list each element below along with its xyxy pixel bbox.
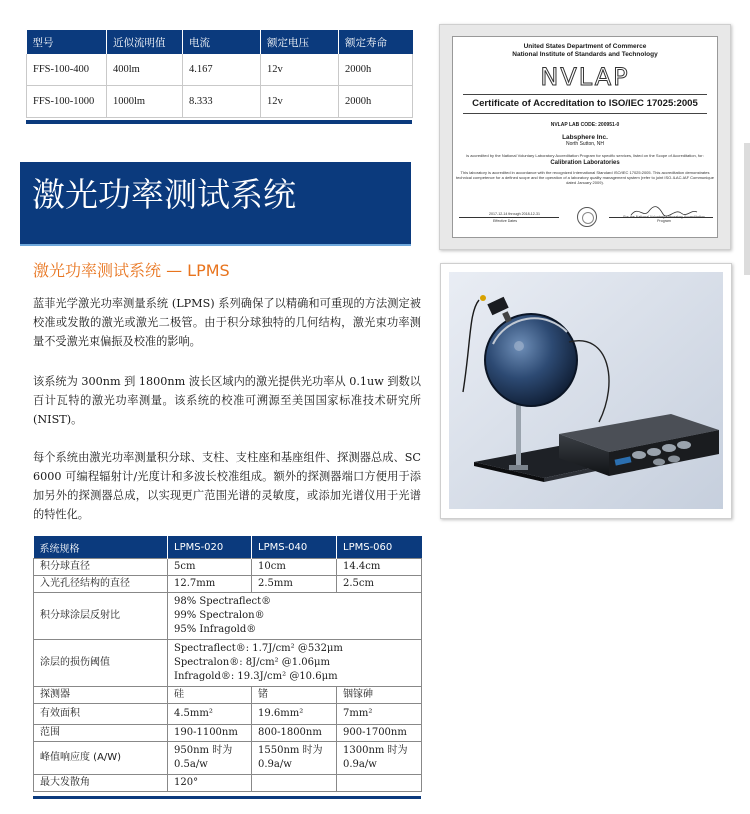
- response-line: 0.9a/w: [343, 759, 377, 770]
- header-model: 型号: [27, 30, 107, 54]
- header-life: 额定寿命: [339, 30, 413, 54]
- table-cell: [337, 742, 422, 775]
- table-row: [34, 742, 422, 775]
- row-label: 探测器: [34, 687, 168, 704]
- table-cell-merged: [168, 593, 422, 640]
- table-cell: [252, 742, 337, 775]
- table-row: [34, 593, 422, 640]
- banner-underline: [20, 244, 411, 246]
- table-header-row: [27, 30, 413, 54]
- table-cell-empty: [252, 775, 337, 792]
- table-cell: FFS-100-400: [27, 54, 107, 86]
- table-row: [34, 775, 422, 792]
- row-label: 有效面积: [34, 704, 168, 725]
- table-row: [27, 86, 413, 118]
- damage-line: Spectraflect®: 1.7J/cm² @532μm: [174, 643, 343, 654]
- range-paragraph: 该系统为 300nm 到 1800nm 波长区域内的激光提供光功率从 0.1uw 到数以百计瓦特的激光功率测量。该系统的校准可溯源至美国国家标准技术研究所 (NIST)。: [33, 375, 421, 426]
- table-cell: 19.6mm²: [252, 704, 337, 725]
- cert-location: North Sutton, NH: [565, 141, 605, 147]
- table-cell: 硅: [168, 687, 252, 704]
- components-paragraph: 每个系统由激光功率测量积分球、支柱、支柱座和基座组件、探测器总成、SC 6000 可编程辐射计/光度计和多波长校准组成。额外的探测器端口方便用于添加另外的探测器总成，以实现更广范围光谱的灵敏度，或添加光谱仪用于光谱的特性化。: [33, 451, 421, 521]
- button-icon: [668, 456, 680, 463]
- table-row: [34, 687, 422, 704]
- header-spec: 系统规格: [34, 536, 168, 559]
- cert-title: Certificate of Accreditation to ISO/IEC 17025:2005: [472, 98, 698, 109]
- response-line: 0.9a/w: [258, 759, 292, 770]
- header-lumens: 近似流明值: [107, 30, 183, 54]
- table-cell: 1000lm: [107, 86, 183, 118]
- button-icon: [632, 451, 646, 459]
- row-label: 涂层的损伤阈值: [34, 640, 168, 687]
- cert-org: Labsphere Inc.: [562, 134, 608, 141]
- row-label: 积分球涂层反射比: [34, 593, 168, 640]
- cert-institute: National Institute of Standards and Technology: [512, 51, 658, 58]
- table-cell: 2.5mm: [252, 576, 337, 593]
- table-cell: [168, 742, 252, 775]
- table-row: [34, 640, 422, 687]
- row-label: 积分球直径: [34, 559, 168, 576]
- row-label: 最大发散角: [34, 775, 168, 792]
- nvlap-logo: NVLAP: [540, 63, 630, 91]
- response-line: 1550nm 时为: [258, 745, 323, 756]
- table-cell: 4.167: [183, 54, 261, 86]
- cert-rule: [463, 94, 707, 95]
- table-row: [34, 725, 422, 742]
- cert-footer: [459, 207, 711, 229]
- table-bottom-rule: [33, 796, 421, 799]
- button-icon: [677, 441, 691, 449]
- table-cell: 8.333: [183, 86, 261, 118]
- row-label: 峰值响应度 (A/W): [34, 742, 168, 775]
- table-cell: 2.5cm: [337, 576, 422, 593]
- table-cell: 800-1800nm: [252, 725, 337, 742]
- table-cell: 900-1700nm: [337, 725, 422, 742]
- table-cell: 铟镓砷: [337, 687, 422, 704]
- section-subtitle: 激光功率测试系统 — LPMS: [33, 261, 230, 280]
- coating-line: 98% Spectraflect®: [174, 596, 272, 607]
- header-lpms-040: LPMS-040: [252, 536, 337, 559]
- intro-paragraph: 蓝菲光学激光功率测量系统 (LPMS) 系列确保了以精确和可重现的方法测定被校准或发散的激光或激光二极管。由于积分球独特的几何结构，激光束功率测量不受激光束偏振及校准的影响。: [33, 297, 421, 348]
- sig-line: [459, 217, 559, 218]
- cert-rule: [463, 113, 707, 114]
- damage-line: Infragold®: 19.3J/cm² @10.6μm: [174, 671, 338, 682]
- table-cell: 190-1100nm: [168, 725, 252, 742]
- table-cell: 400lm: [107, 54, 183, 86]
- table-cell: 12v: [261, 86, 339, 118]
- table-bottom-rule: [26, 120, 412, 124]
- table-cell: 锗: [252, 687, 337, 704]
- damage-line: Spectralon®: 8J/cm² @1.06μm: [174, 657, 330, 668]
- table-row: [27, 54, 413, 86]
- table-row: [34, 704, 422, 725]
- row-label: 范围: [34, 725, 168, 742]
- table-cell: 12.7mm: [168, 576, 252, 593]
- header-current: 电流: [183, 30, 261, 54]
- table-cell: 2000h: [339, 54, 413, 86]
- table-header-row: [34, 536, 422, 559]
- button-icon: [653, 459, 665, 466]
- table-cell: 10cm: [252, 559, 337, 576]
- table-cell: 14.4cm: [337, 559, 422, 576]
- header-lpms-020: LPMS-020: [168, 536, 252, 559]
- header-voltage: 额定电压: [261, 30, 339, 54]
- lpms-spec-table: [33, 536, 422, 792]
- nvlap-certificate: [452, 36, 718, 238]
- cert-accredited-text: is accredited by the National Voluntary Laboratory Accreditation Program for specific services, listed on the Scope of Accreditation, for:: [466, 153, 704, 158]
- lamp-spec-table: [26, 30, 413, 118]
- coating-line: 99% Spectralon®: [174, 610, 265, 621]
- table-row: [34, 559, 422, 576]
- table-cell: 7mm²: [337, 704, 422, 725]
- button-icon: [647, 448, 661, 456]
- page-edge-strip: [744, 143, 750, 275]
- cert-date: 2017-12-14 through 2018-12-31: [489, 212, 540, 216]
- table-cell: FFS-100-1000: [27, 86, 107, 118]
- cert-lab-type: Calibration Laboratories: [550, 160, 620, 166]
- table-cell: 12v: [261, 54, 339, 86]
- cert-for-nist: For the National Voluntary Laboratory Accreditation Program: [623, 215, 705, 223]
- response-line: 950nm 时为: [174, 745, 233, 756]
- table-cell: 5cm: [168, 559, 252, 576]
- button-icon: [662, 444, 676, 452]
- response-line: 1300nm 时为: [343, 745, 408, 756]
- table-cell: 120°: [168, 775, 252, 792]
- cert-body-text: This laboratory is accredited in accordance with the recognized International Standard ISO/IEC 17025:2005. This accreditation demonstrates technical competence for a defined scope and the operation of a laboratory quality management system (refer to joint ISO-ILAC-IAF Communique dated January 2009).: [456, 170, 714, 185]
- header-lpms-060: LPMS-060: [337, 536, 422, 559]
- table-cell: 4.5mm²: [168, 704, 252, 725]
- table-cell-merged: [168, 640, 422, 687]
- cert-dept: United States Department of Commerce: [523, 43, 647, 50]
- coating-line: 95% Infragold®: [174, 624, 257, 635]
- cert-lab-code: NVLAP LAB CODE: 200951-0: [550, 122, 620, 128]
- table-cell-empty: [337, 775, 422, 792]
- row-label: 入光孔径结构的直径: [34, 576, 168, 593]
- table-cell: 2000h: [339, 86, 413, 118]
- section-banner: 激光功率测试系统: [20, 162, 411, 244]
- lpms-product-photo: [449, 272, 723, 509]
- nist-seal-icon: [577, 207, 597, 227]
- response-line: 0.5a/w: [174, 759, 208, 770]
- table-row: [34, 576, 422, 593]
- cert-effective: Effective Dates: [493, 219, 518, 223]
